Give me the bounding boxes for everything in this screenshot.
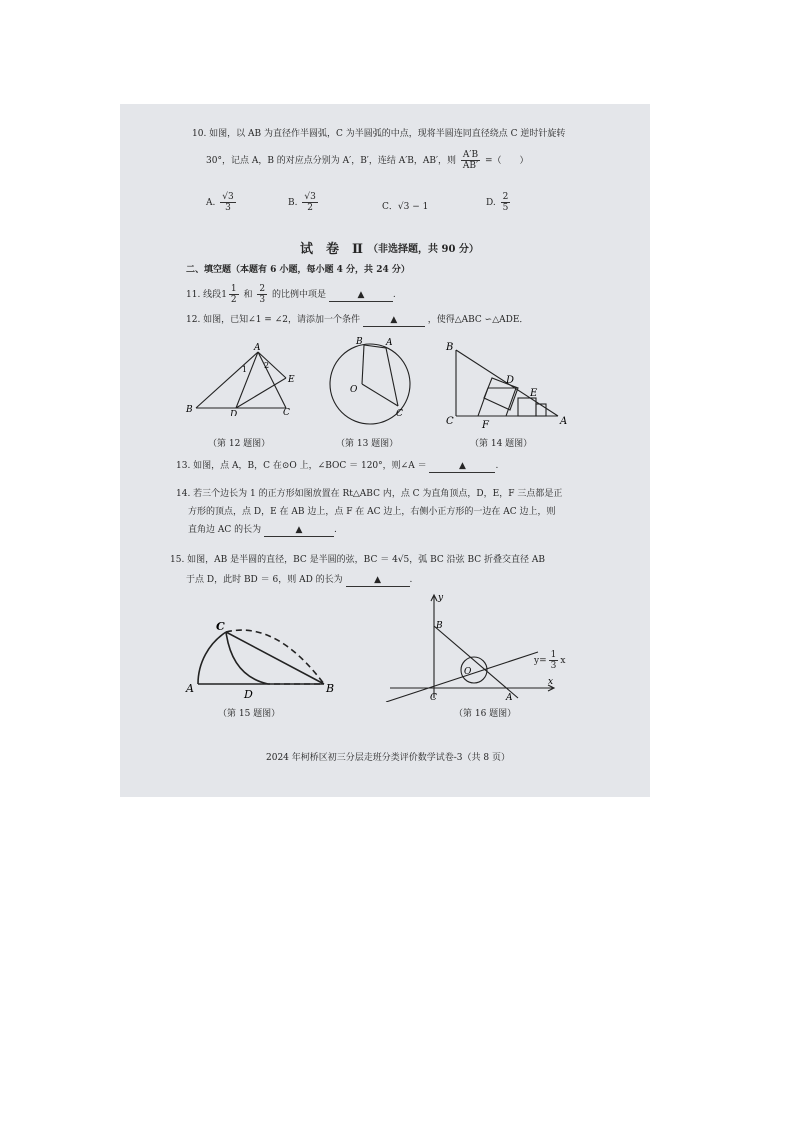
q13-answer-blank: ▲ bbox=[429, 460, 495, 473]
q10-option-b bbox=[288, 192, 320, 213]
option-b-label: B. bbox=[288, 198, 298, 208]
option-a-num: √3 bbox=[222, 192, 234, 202]
q11-num2: 2 bbox=[259, 284, 266, 294]
q15-end: . bbox=[409, 575, 413, 585]
q13 bbox=[176, 460, 498, 473]
fig14-label-f: F bbox=[482, 420, 489, 428]
q10-line2-text: 30°，记点 A，B 的对应点分别为 A′，B′，连结 A′B，AB′，则 bbox=[206, 156, 457, 166]
fig16-eq-right: x bbox=[560, 656, 566, 666]
fig16-label-a: A bbox=[506, 693, 513, 702]
fig14-caption: （第 14 题图） bbox=[470, 439, 533, 449]
q15-line1: 15. 如图，AB 是半圆的直径，BC 是半圆的弦，BC ＝ 4√5，弧 BC 沿弦 BC 折叠交直径 AB bbox=[170, 555, 546, 565]
q12-answer-blank: ▲ bbox=[363, 314, 425, 327]
figure-13 bbox=[324, 332, 420, 432]
q14-line3-text: 直角边 AC 的长为 bbox=[188, 525, 262, 535]
option-d-den: 5 bbox=[502, 203, 509, 213]
q14-line2: 方形的顶点，点 D，E 在 AB 边上，点 F 在 AC 边上，右侧小正方形的一边在 AC 边上，则 bbox=[188, 507, 556, 517]
option-a-label: A. bbox=[206, 198, 216, 208]
q11-text-a: 11. 线段 bbox=[186, 290, 222, 300]
section-note: （非选择题，共 90 分） bbox=[368, 244, 479, 255]
fig16-label-c: C bbox=[430, 693, 437, 702]
fig16-eq-num: 1 bbox=[550, 650, 557, 660]
q10-line2-end: =（ ） bbox=[484, 156, 529, 166]
q10-option-a bbox=[206, 192, 238, 213]
q10-line1: 10. 如图，以 AB 为直径作半圆弧，C 为半圆弧的中点，现将半圆连同直径绕点 C 逆时针旋转 bbox=[192, 129, 566, 139]
fig16-label-y: y bbox=[438, 593, 444, 603]
fig12-label-c: C bbox=[283, 408, 290, 416]
option-d-num: 2 bbox=[502, 192, 509, 202]
q11-end: . bbox=[392, 290, 396, 300]
q10-ratio-num: A′B bbox=[462, 150, 479, 160]
fig12-angle-1: 1 bbox=[242, 365, 248, 374]
q10-ratio-den: AB′ bbox=[462, 161, 479, 171]
q10-ratio bbox=[461, 150, 480, 171]
fig13-caption: （第 13 题图） bbox=[336, 439, 399, 449]
fig14-label-b: B bbox=[446, 342, 454, 353]
fig13-label-b: B bbox=[356, 337, 363, 347]
q10-line2 bbox=[206, 150, 529, 171]
fig16-caption: （第 16 题图） bbox=[454, 709, 517, 719]
q12-text-a: 12. 如图，已知∠1 = ∠2，请添加一个条件 bbox=[186, 315, 360, 325]
q11-den1: 2 bbox=[230, 295, 237, 305]
q10-option-c: C．√3 − 1 bbox=[382, 202, 429, 212]
section-title: 试 卷 Ⅱ bbox=[300, 242, 363, 257]
q14-end: . bbox=[333, 525, 337, 535]
q10-option-d bbox=[486, 192, 512, 213]
q14-answer-blank: ▲ bbox=[264, 524, 334, 537]
fig16-label-b: B bbox=[436, 621, 443, 631]
fig14-label-c: C bbox=[446, 416, 454, 427]
q11-num1: 1 bbox=[230, 284, 237, 294]
fig12-label-d: D bbox=[230, 410, 238, 416]
option-b-num: √3 bbox=[304, 192, 316, 202]
fig15-label-c: C bbox=[216, 620, 225, 633]
option-b-den: 2 bbox=[307, 203, 313, 213]
fig12-caption: （第 12 题图） bbox=[208, 439, 271, 449]
figure-15 bbox=[176, 612, 346, 700]
figure-14 bbox=[444, 338, 574, 428]
q11 bbox=[186, 284, 396, 305]
fig15-label-a: A bbox=[186, 682, 194, 695]
figure-12 bbox=[180, 340, 300, 416]
q15-answer-blank: ▲ bbox=[346, 574, 410, 587]
fig14-label-a: A bbox=[560, 416, 568, 427]
fig16-label-x: x bbox=[548, 677, 554, 687]
q15-line2-text: 于点 D，此时 BD ＝ 6，则 AD 的长为 bbox=[186, 575, 343, 585]
fig12-angle-2: 2 bbox=[264, 361, 270, 370]
fig16-label-o: O bbox=[464, 667, 472, 677]
q14-line1: 14. 若三个边长为 1 的正方形如图放置在 Rt△ABC 内，点 C 为直角顶点，D，E，F 三点都是正 bbox=[176, 489, 563, 499]
page-footer: 2024 年柯桥区初三分层走班分类评价数学试卷-3（共 8 页） bbox=[266, 753, 510, 763]
q11-and: 和 bbox=[243, 290, 253, 300]
exam-page-photo bbox=[120, 104, 650, 797]
fig13-label-a: A bbox=[386, 338, 393, 348]
fig12-label-a: A bbox=[254, 343, 261, 353]
fig16-eq-den: 3 bbox=[550, 661, 557, 671]
fig13-label-o: O bbox=[350, 385, 358, 395]
figure-16 bbox=[382, 590, 562, 702]
part2-header: 二、填空题（本题有 6 小题，每小题 4 分，共 24 分） bbox=[186, 265, 410, 275]
q12-text-b: ，使得△ABC ∽△ADE． bbox=[427, 315, 529, 325]
fig14-label-d: D bbox=[506, 375, 515, 386]
fig16-eq-left: y= bbox=[534, 656, 547, 666]
option-d-label: D. bbox=[486, 198, 496, 208]
q12 bbox=[186, 314, 528, 327]
fig15-label-d: D bbox=[244, 688, 253, 700]
fig13-label-c: C bbox=[396, 409, 403, 419]
fig14-label-e: E bbox=[530, 388, 538, 399]
q15-line2 bbox=[186, 574, 412, 587]
q11-answer-blank: ▲ bbox=[329, 289, 393, 302]
option-a-den: 3 bbox=[225, 203, 231, 213]
q14-line3 bbox=[188, 524, 337, 537]
q11-den2: 3 bbox=[259, 295, 266, 305]
q13-end: . bbox=[495, 461, 499, 471]
fig16-line-equation bbox=[534, 650, 565, 671]
q11-whole: 1 bbox=[221, 290, 227, 300]
q13-text: 13. 如图，点 A，B，C 在⊙O 上，∠BOC ＝ 120°，则∠A ＝ bbox=[176, 461, 427, 471]
fig15-caption: （第 15 题图） bbox=[218, 709, 281, 719]
fig15-label-b: B bbox=[326, 682, 335, 695]
fig12-label-e: E bbox=[288, 375, 295, 385]
q11-text-b: 的比例中项是 bbox=[272, 290, 327, 300]
fig12-label-b: B bbox=[186, 405, 193, 415]
